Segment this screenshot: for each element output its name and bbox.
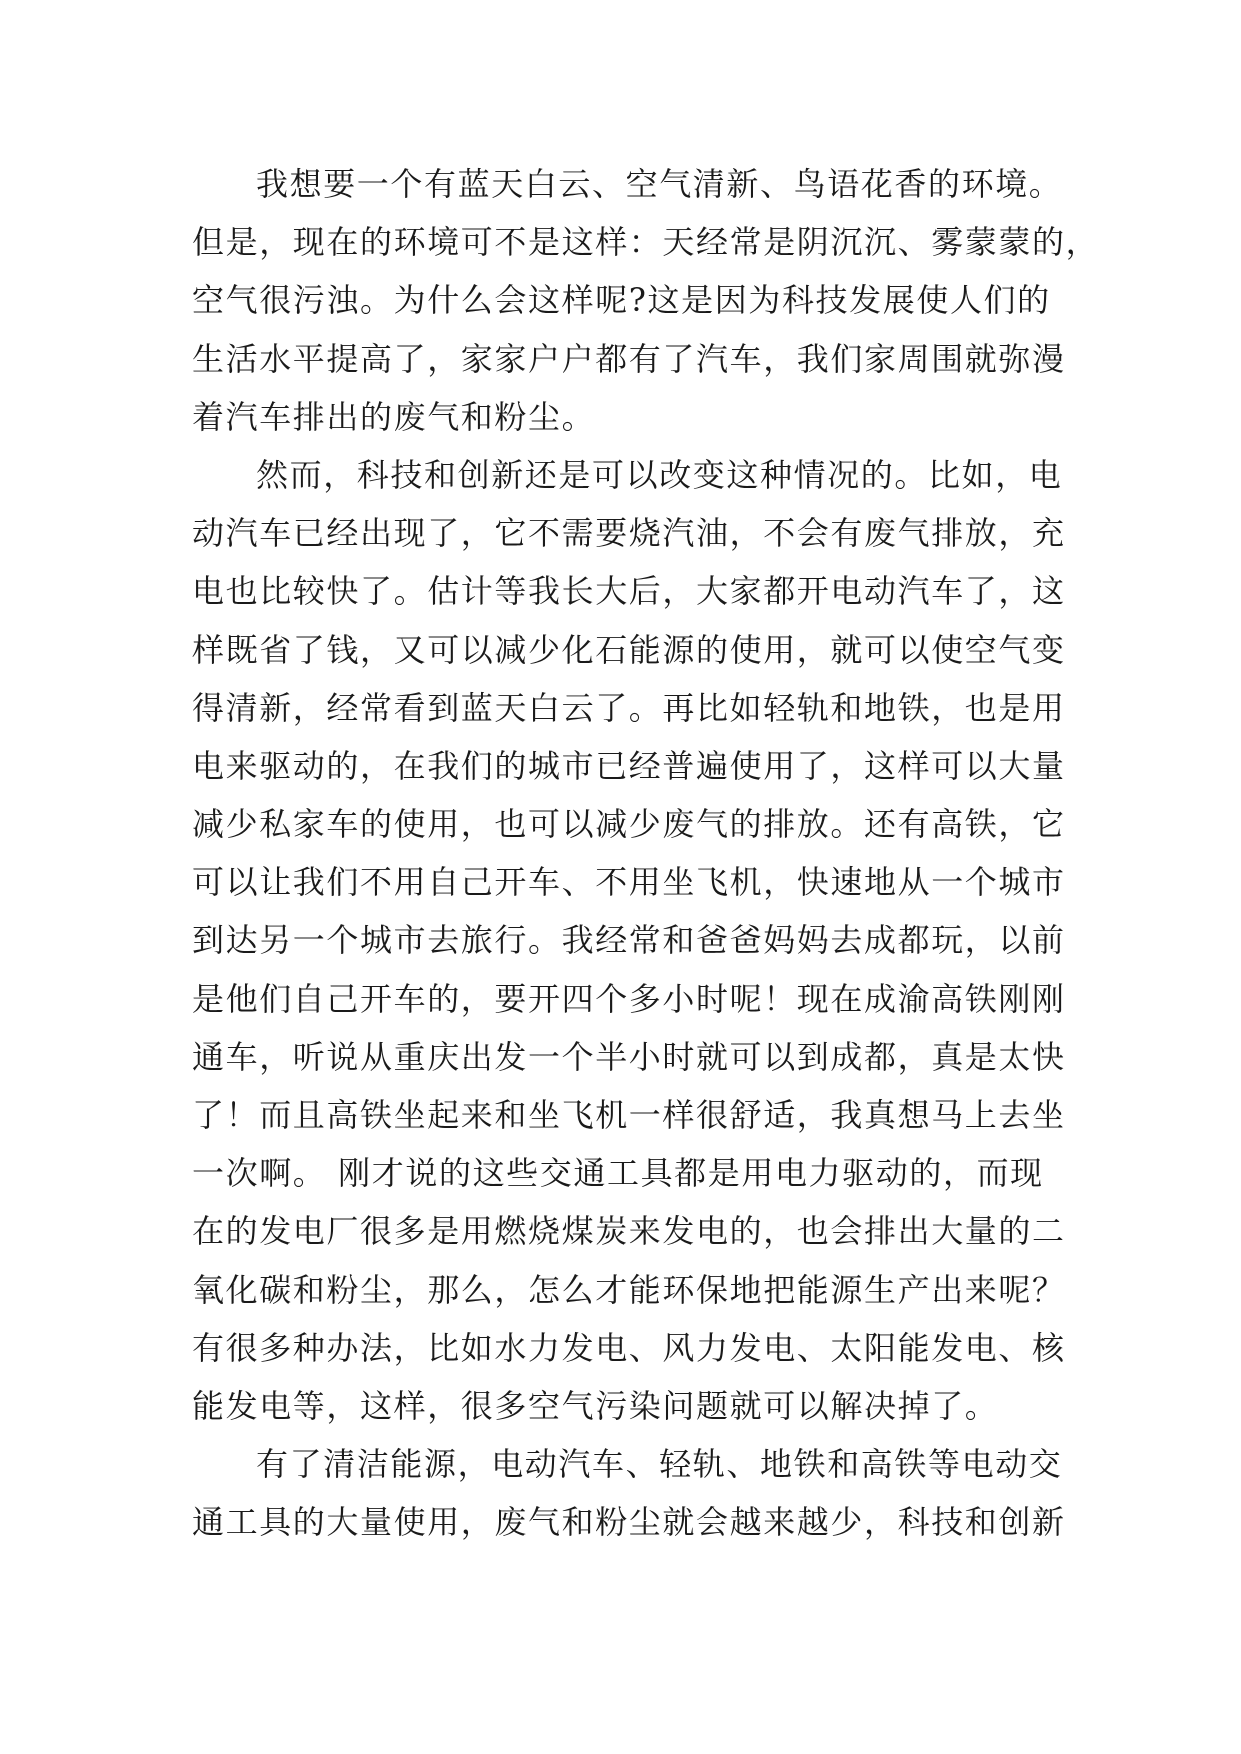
essay-body — [192, 155, 1100, 1552]
paragraph-2-line-11: 通车，听说从重庆出发一个半小时就可以到成都，真是太快 — [192, 1037, 1066, 1076]
paragraph-3-line-1: 有了清洁能源，电动汽车、轻轨、地铁和高铁等电动交 — [256, 1445, 1063, 1484]
paragraph-2-line-1: 然而，科技和创新还是可以改变这种情况的。比如，电 — [256, 455, 1063, 494]
paragraph-2-line-14: 在的发电厂很多是用燃烧煤炭来发电的，也会排出大量的二 — [192, 1212, 1066, 1251]
paragraph-2-line-12: 了！而且高铁坐起来和坐飞机一样很舒适，我真想马上去坐 — [192, 1096, 1066, 1134]
paragraph-2-line-10: 是他们自己开车的，要开四个多小时呢！现在成渝高铁刚刚 — [192, 979, 1066, 1018]
paragraph-3-line-2: 通工具的大量使用，废气和粉尘就会越来越少，科技和创新 — [192, 1503, 1066, 1542]
paragraph-1-line-4: 生活水平提高了，家家户户都有了汽车，我们家周围就弥漫 — [192, 339, 1066, 378]
paragraph-2-line-2: 动汽车已经出现了，它不需要烧汽油，不会有废气排放，充 — [192, 514, 1066, 553]
paragraph-2-line-17: 能发电等，这样，很多空气污染问题就可以解决掉了。 — [192, 1386, 999, 1425]
paragraph-2-line-9: 到达另一个城市去旅行。我经常和爸爸妈妈去成都玩，以前 — [192, 921, 1066, 960]
paragraph-1-line-3: 空气很污浊。为什么会这样呢?这是因为科技发展使人们的 — [192, 281, 1051, 320]
paragraph-2-line-8: 可以让我们不用自己开车、不用坐飞机，快速地从一个城市 — [192, 863, 1066, 902]
paragraph-2-line-15: 氧化碳和粉尘，那么，怎么才能环保地把能源生产出来呢？ — [192, 1270, 1066, 1309]
paragraph-2-line-3: 电也比较快了。估计等我长大后，大家都开电动汽车了，这 — [192, 572, 1066, 611]
paragraph-2-line-5: 得清新，经常看到蓝天白云了。再比如轻轨和地铁，也是用 — [192, 688, 1066, 727]
paragraph-2-line-4: 样既省了钱，又可以减少化石能源的使用，就可以使空气变 — [192, 630, 1066, 669]
paragraph-2-line-13: 一次啊。 刚才说的这些交通工具都是用电力驱动的，而现 — [192, 1154, 1044, 1193]
paragraph-1-line-5: 着汽车排出的废气和粉尘。 — [192, 397, 596, 436]
paragraph-1-line-2: 但是，现在的环境可不是这样：天经常是阴沉沉、雾蒙蒙的， — [192, 223, 1100, 262]
paragraph-1-line-1: 我想要一个有蓝天白云、空气清新、鸟语花香的环境。 — [256, 165, 1063, 203]
paragraph-2-line-6: 电来驱动的，在我们的城市已经普遍使用了，这样可以大量 — [192, 746, 1066, 785]
paragraph-2-line-7: 减少私家车的使用，也可以减少废气的排放。还有高铁，它 — [192, 805, 1066, 844]
paragraph-2-line-16: 有很多种办法，比如水力发电、风力发电、太阳能发电、核 — [192, 1328, 1066, 1367]
